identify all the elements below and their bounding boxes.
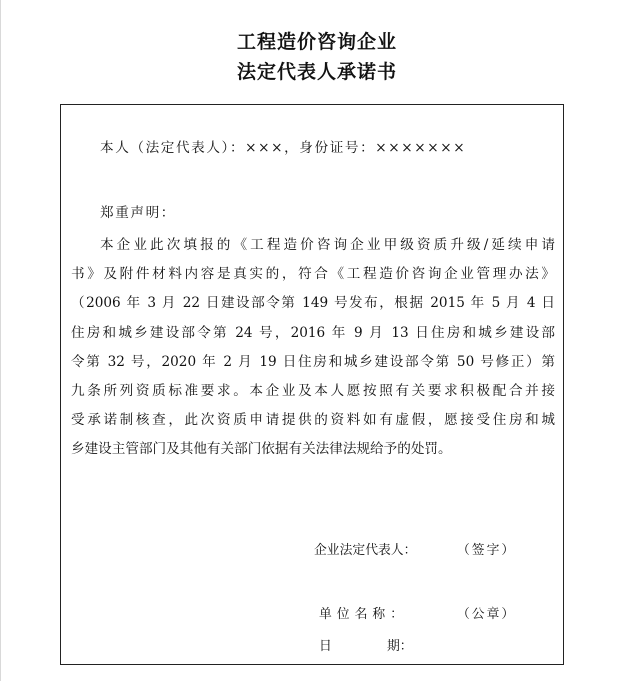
paragraph-line: 令第 32 号，2020 年 2 月 19 日住房和城乡建设部令第 50 号修正）第 — [71, 353, 555, 370]
legal-rep-label: 企业法定代表人： — [314, 543, 417, 558]
seal-placeholder: （公章） — [457, 607, 517, 622]
date-label-part-2: 期： — [387, 639, 413, 654]
paragraph-line: 受承诺制核查，此次资质申请提供的资料如有虚假，愿接受住房和城 — [71, 412, 555, 429]
identity-line: 本人（法定代表人）：×××，身份证号：××××××× — [100, 140, 467, 156]
paragraph-line: 书》及附件材料内容是真实的，符合《工程造价咨询企业管理办法》 — [71, 266, 555, 283]
date-label-part-1: 日 — [319, 639, 332, 654]
date-label — [319, 637, 413, 657]
page-edge — [0, 0, 1, 681]
declaration-heading: 郑重声明： — [100, 205, 176, 221]
paragraph-line: 九条所列资质标准要求。本企业及本人愿按照有关要求积极配合并接 — [71, 382, 555, 399]
signature-placeholder: （签字） — [457, 543, 517, 558]
paragraph-line: （2006 年 3 月 22 日建设部令第 149 号发布，根据 2015 年 5 月 4 日 — [71, 295, 555, 312]
paragraph-line: 本企业此次填报的《工程造价咨询企业甲级资质升级/延续申请 — [100, 237, 555, 253]
paragraph-line: 乡建设主管部门及其他有关部门依据有关法律法规给予的处罚。 — [71, 441, 452, 458]
paragraph-line: 住房和城乡建设部令第 24 号，2016 年 9 月 13 日住房和城乡建设部 — [71, 324, 555, 341]
document-title-line-1: 工程造价咨询企业 — [236, 31, 397, 53]
unit-name-label: 单位名称： — [319, 607, 408, 622]
declaration-paragraph — [71, 231, 555, 465]
commitment-box — [60, 104, 564, 665]
document-title-line-2: 法定代表人承诺书 — [236, 61, 397, 83]
